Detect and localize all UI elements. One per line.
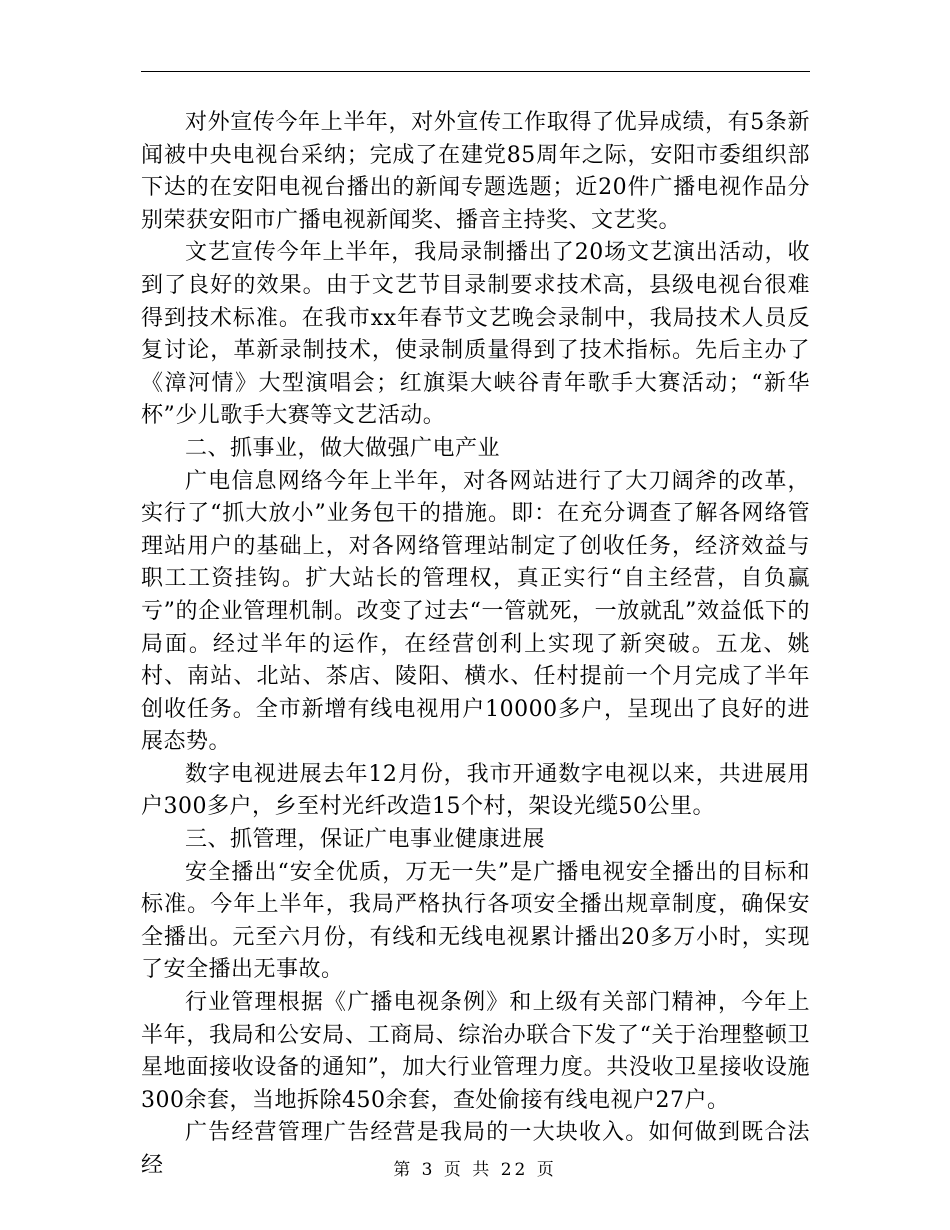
paragraph-external-publicity: 对外宣传今年上半年，对外宣传工作取得了优异成绩，有5条新闻被中央电视台采纳；完成了在建党85周年之际，安阳市委组织部下达的在安阳电视台播出的新闻专题选题；近20件广播电视作品分别荣获安阳市广播电视新闻奖、播音主持奖、文艺奖。 bbox=[141, 110, 810, 233]
section-heading-management: 三、抓管理，保证广电事业健康进展 bbox=[185, 827, 546, 853]
paragraph-arts-publicity: 文艺宣传今年上半年，我局录制播出了20场文艺演出活动，收到了良好的效果。由于文艺节目录制要求技术高，县级电视台很难得到技术标准。在我市xx年春节文艺晚会录制中，我局技术人员反复讨论，革新录制技术，使录制质量得到了技术指标。先后主办了《漳河情》大型演唱会；红旗渠大峡谷青年歌手大赛活动；“新华杯”少儿歌手大赛等文艺活动。 bbox=[141, 240, 810, 429]
paragraph-safe-broadcast: 安全播出“安全优质，万无一失”是广播电视安全播出的目标和标准。今年上半年，我局严格执行各项安全播出规章制度，确保安全播出。元至六月份，有线和无线电视累计播出20多万小时，实现了安全播出无事故。 bbox=[141, 859, 810, 983]
page-footer: 第 3 页 共 22 页 bbox=[393, 1160, 557, 1180]
section-heading-industry: 二、抓事业，做大做强广电产业 bbox=[185, 435, 501, 461]
paragraph-advertising: 广告经营管理广告经营是我局的一大块收入。如何做到既合法经 bbox=[141, 1120, 810, 1178]
paragraph-digital-tv: 数字电视进展去年12月份，我市开通数字电视以来，共进展用户300多户，乡至村光纤改造15个村，架设光缆50公里。 bbox=[141, 761, 810, 820]
header-rule bbox=[141, 71, 810, 72]
paragraph-industry-management: 行业管理根据《广播电视条例》和上级有关部门精神，今年上半年，我局和公安局、工商局、综治办联合下发了“关于治理整顿卫星地面接收设备的通知”，加大行业管理力度。共没收卫星接收设施300余套，当地拆除450余套，查处偷接有线电视户27户。 bbox=[141, 990, 810, 1113]
paragraph-network: 广电信息网络今年上半年，对各网站进行了大刀阔斧的改革，实行了“抓大放小”业务包干的措施。即：在充分调查了解各网络管理站用户的基础上，对各网络管理站制定了创收任务，经济效益与职工工资挂钩。扩大站长的管理权，真正实行“自主经营，自负赢亏”的企业管理机制。改变了过去“一管就死，一放就乱”效益低下的局面。经过半年的运作，在经营创利上实现了新突破。五龙、姚村、南站、北站、茶店、陵阳、横水、任村提前一个月完成了半年创收任务。全市新增有线电视用户10000多户，呈现出了良好的进展态势。 bbox=[141, 468, 810, 755]
document-body bbox=[141, 107, 810, 1183]
